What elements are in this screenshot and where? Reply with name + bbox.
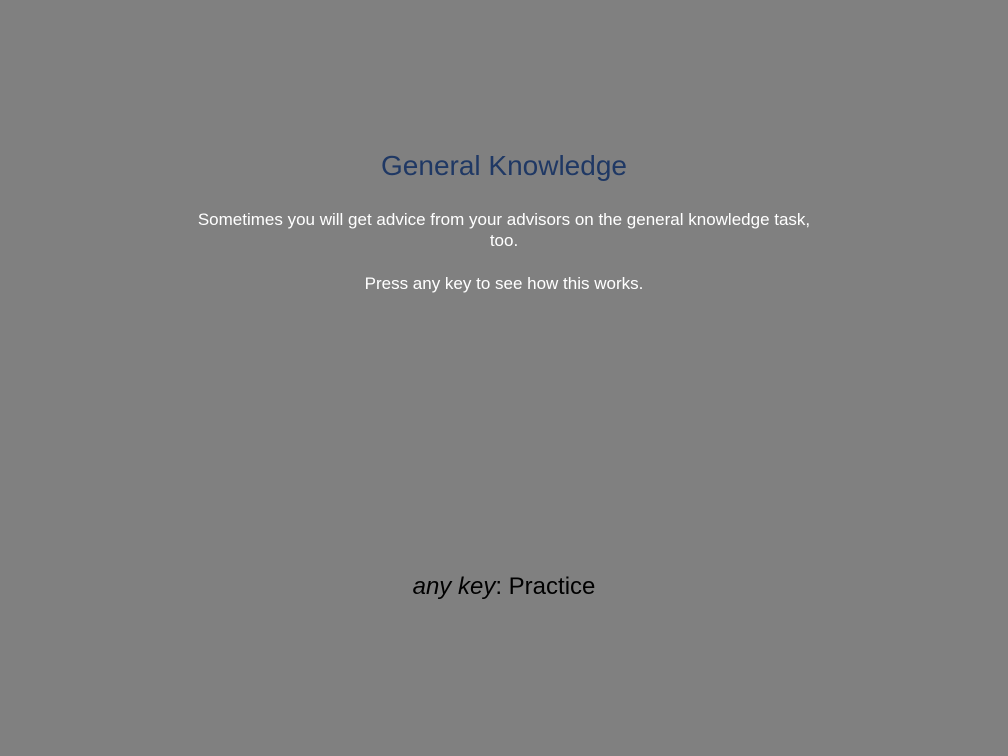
paragraph-spacer <box>184 251 824 273</box>
key-hint-action: Practice <box>508 573 596 600</box>
key-hint-separator: : <box>495 573 509 600</box>
instruction-paragraph-continue: Press any key to see how this works. <box>364 274 644 293</box>
instructions <box>184 209 824 294</box>
page-title: General Knowledge <box>381 150 627 181</box>
instruction-paragraph-advice: Sometimes you will get advice from your advisors on the general knowledge task, too. <box>197 210 811 250</box>
continue-prompt[interactable] <box>0 571 1008 603</box>
key-hint-label: any key <box>412 573 496 600</box>
